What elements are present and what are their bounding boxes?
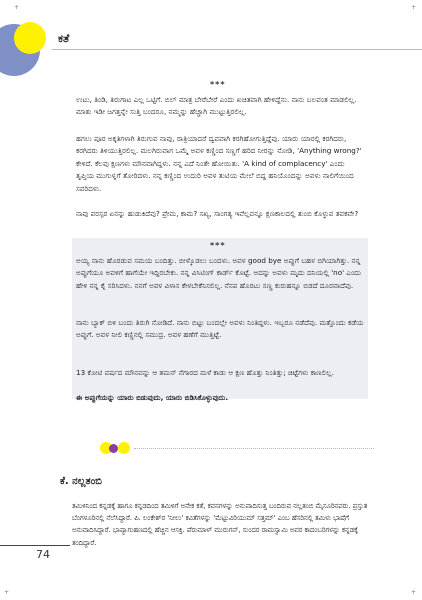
paragraph-1: ಉಟು, ತಿಂಡಿ, ತಿರುಗಾಟ ಎಲ್ಲ ಒಟ್ಟಿಗೆ. ಬಿಲ್ ಮಾತ್ರ ಬೇರೆಬೇರೆ ಎಂದು ಖಚಿತವಾಗಿ ಹೇಳಿದ್ದೆನು. ನಾನು ಬಲವಂತ ಮಾಡಲಿಲ್ಲ. ಮಾತು ಇಡೀ ಜಗತ್ತನ್ನೇ ಸುತ್ತಿ ಬಂದರೂ, ನಮ್ಮನ್ನು ಹೆಚ್ಚಾಗಿ ಮುಟ್ಟುತ್ತಿರಲಿಲ್ಲ. [76,95,357,117]
paragraph-6: 13 ಕೋಟಿ ವರ್ಷದ ಮೌನವನ್ನು ಆ ತಮನ್ ನೆಗಾರದ ಮಳೆ ಕಾಡು ಆ ಕ್ಷಣ ಹೊತ್ತು ನಿಂತಿತ್ತು; ಚಿಟ್ಟೆಗಳು ಕಾಣಲಿಲ್ಲ. [76,368,334,377]
crop-mark: + [4,589,10,596]
crop-mark: + [410,4,416,11]
page-number-rule [0,545,70,546]
section-divider-stars: *** [210,80,226,89]
paragraph-3: ನಾವು ಪರಸ್ಪರ ಏನನ್ನು ಹುಡುಕಿದೆವು? ಪ್ರೇಮ, ಕಾಮ? ಸಖ್ಯ, ಸಾಂಗತ್ಯ ಇವೆಲ್ಲವನ್ನೂ ಕ್ಷಣಕಾಲದಲ್ಲಿ ತುಂಬಿ ಕೊಳ್ಳುವ ತವಕವೇ? [76,209,359,218]
paragraph-5: ನಾನು ಬ್ಯಾಕ್ ಬಿಳಿ ಬಂದು ತಿರುಗಿ ನೋಡಿದೆ. ನಾನು ಬಿಟ್ಟು ಬಂದಲ್ಲೇ ಅವಳು ನಿಂತಿದ್ದಳು. ಇಬ್ಬರೂ ನಡೆದೆವು. ಮತ್ತೊಂದು ಕಡೆಯ ಅಪ್ಪುಗೆ. ಅವಳ ನೀಲಿ ಕಣ್ಣಿನಲ್ಲಿ ಸಮುದ್ರ. ಅವಳ ಹಣೆಗೆ ಮುತ್ತಿಟ್ಟೆ. [76,318,364,340]
paragraph-2: ಹಗಲು ಪೂರ ಅಕ್ಕತಿಗಳಾಗಿ ತಿರುಗುವ ನಾವು, ರಾತ್ರಿಯಾದರೆ ದ್ವವವಾಗಿ ಕರಗಿಹೋಗುತ್ತಿದ್ದೆವು. ಯಾರು ಯಾರಲ್ಲಿ ಕರಗಿದರು, ಕರಗಿದರು ತಿಳಿಯುತ್ತಿರಲಿಲ್ಲ. ಮಲಗಿರುವಾಗ ಒಮ್ಮೆ ಅವಳ ಕಣ್ಣಿಂದ ಸಣ್ಣಗೆ ಹರಿದ ನೀರನ್ನು ನೋಡಿ, 'Anything wrong?' ಕೇಳಿದೆ. ಕೆಲವು ಕ್ಷಣಗಳು ಮೌನವಾಗಿದ್ದಳು. ನನ್ನ ಎದೆ ನಿಂತೇ ಹೋಯಿತು. 'A kind of complacency' ಎಂದು ತೃಪ್ತಿಯ ಮುಗುಳ್ನಗೆ ತೋರಿದಳು. ನನ್ನ ಕಣ್ಣಿಂದ ಉದುರಿ ಅವಳ ತುಟಿಯ ಮೇಲೆ ಬಿದ್ದ ಹನಿಯೊಂದನ್ನು ಅವಳು ನಾಲಿಗೆಯಿಂದ ಸವರಿದಳು. [76,134,362,193]
section-divider-stars: *** [210,241,226,250]
decorative-yellow-circle [14,22,46,54]
dotted-line [134,448,374,449]
closing-line: ಈ ಅಪ್ಪುಗೆಯನ್ನು ಯಾರು ಬಿಡುವುದು, ಯಾರು ಬಿಡಿಸಿಕೊಳ್ಳುವುದು. [76,393,229,402]
crop-mark: + [410,589,416,596]
author-bio: ತಮಿಳಿನಿಂದ ಕನ್ನಡಕ್ಕೆ ಹಾಗೂ ಕನ್ನಡದಿಂದ ತಮಿಳಿಗೆ ಅನೇಕ ಕತೆ, ಕವನಗಳನ್ನು ಅನುವಾದಿಸುತ್ತ ಬಂದಿರುವ ನಲ್ಲತಂಬಿ ಮೈಸೂರಿನವರು. ಪ್ರಸ್ತುತ ಬೆಂಗಳೂರಿನಲ್ಲಿ ನೆಲೆಸಿದ್ದಾರೆ. ಪಿ. ಲಂಕೇಶ್‌ರ 'ನೀಲು' ಕವಿತೆಗಳನ್ನು 'ಮೆಟ್ಟುವಿರಿಯುಮ್ ಸತ್ತಮ್' ಎಂಬ ಹೆಸರಿನಲ್ಲಿ ತಮಿಳು ಭಾಷೆಗೆ ಅನುವಾದಿಸಿದ್ದಾರೆ. ಭಾವ್ಯಾಗುಹಣದಲ್ಲಿ ಹೆಚ್ಚಿನ ಆಸಕ್ತಿ. ಪೆರುಮಾಳ್ ಮುರುಗನ್, ಸುಂದರ ರಾಮಸ್ವಾಮಿ ಅವರ ಕಾದಂಬರಿಗಳನ್ನು ಕನ್ನಡಕ್ಕೆ ತಂದಿದ್ದಾರೆ. [72,502,368,547]
paragraph-4: ಅಯ್ಯ ನಾನು ಹೊರಡುವ ಸಮಯ ಬಂದಿತ್ತು. ಬೀಳ್ಕೊಡಲು ಬಂದಳು. ಅವಳ good bye ಅಪ್ಪುಗೆ ಬಹಳ ಬಿಗಿಯಾಗಿತ್ತು. ನನ್ನ ಅಪ್ಪುಗೆಯೂ ಅವಳಿಗೆ ಹಾಗೆಯೇ ಇದ್ದಿರಬೇಕು. ನನ್ನ ವಿಸಿಟಿಂಗ್ ಕಾರ್ಡ್ ಕೊಟ್ಟೆ. ಅದನ್ನು ಅವಳು ಮೃದು ದನಿಯಲ್ಲಿ 'no' ಎಂದು ಹೇಳಿ ನನ್ನ ಕೈ ಸರಿಸಿದಳು. ನನಗೆ ಅವಳ ವಿಳಾಸ ಕೇಳಬೇಕೆನಿಸಲಿಲ್ಲ. ನೆನಪ ಹೊರಟು ಸಣ್ಣ ಕುರುಹನ್ನೂ ಬಿಡದೆ ದೂರವಾದೆವು. [76,256,362,290]
page-number: 74 [36,548,50,561]
section-title: ಕತೆ [58,32,70,45]
decorative-dot-divider [100,442,360,454]
author-name: ಕೆ. ನಲ್ಲತಂಬಿ [60,476,102,487]
purple-dot [109,444,118,453]
crop-mark: + [14,4,20,11]
header-rule [52,49,422,50]
yellow-dot [118,442,130,454]
